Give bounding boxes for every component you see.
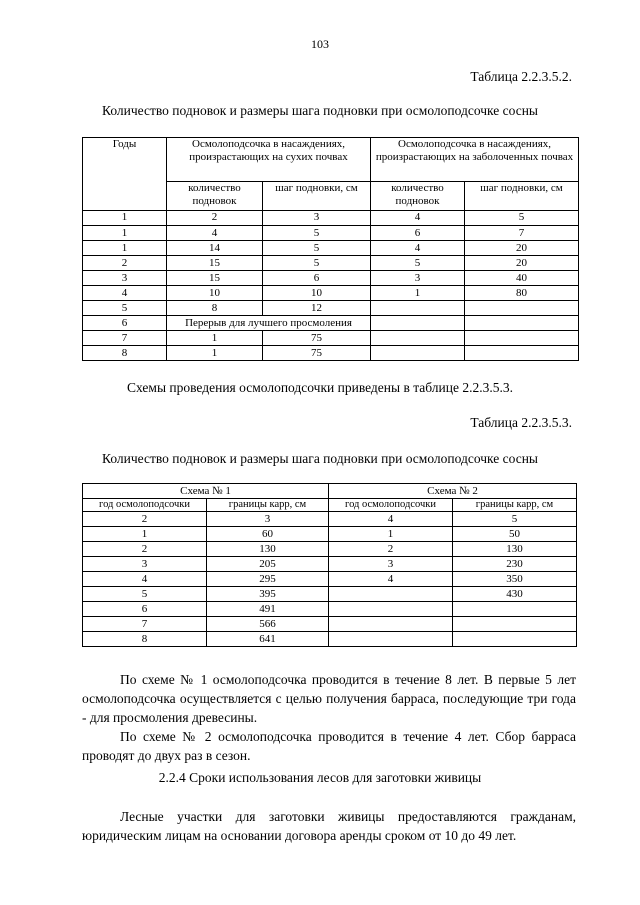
table-tapping-dry-wet bbox=[82, 137, 579, 361]
table-cell: 4 bbox=[371, 241, 465, 256]
table-cell: 4 bbox=[329, 512, 453, 527]
table-cell: 4 bbox=[371, 211, 465, 226]
table-cell: 3 bbox=[83, 271, 167, 286]
table-cell bbox=[371, 301, 465, 316]
table-cell: 5 bbox=[83, 301, 167, 316]
table-cell: 230 bbox=[453, 557, 577, 572]
body-text bbox=[82, 807, 576, 845]
table-cell: 8 bbox=[83, 632, 207, 647]
header-step: шаг подновки, см bbox=[263, 182, 371, 211]
table-cell: 10 bbox=[167, 286, 263, 301]
table-cell: 4 bbox=[83, 286, 167, 301]
table-row bbox=[83, 602, 577, 617]
table-cell: 1 bbox=[167, 346, 263, 361]
table-label: Таблица 2.2.3.5.2. bbox=[470, 69, 572, 84]
table-title: Количество подновок и размеры шага подновки при осмолоподсочке сосны bbox=[102, 451, 538, 466]
table-row bbox=[83, 617, 577, 632]
table-row bbox=[83, 632, 577, 647]
table-cell bbox=[329, 602, 453, 617]
table-row bbox=[83, 241, 579, 256]
table-cell: 5 bbox=[453, 512, 577, 527]
table-cell: 1 bbox=[83, 226, 167, 241]
table-row bbox=[83, 557, 577, 572]
table-cell bbox=[453, 617, 577, 632]
table-cell: 295 bbox=[207, 572, 329, 587]
table-cell: 40 bbox=[465, 271, 579, 286]
table-cell: 2 bbox=[329, 542, 453, 557]
page-number: 103 bbox=[311, 37, 329, 51]
table-cell: 430 bbox=[453, 587, 577, 602]
table-cell: 80 bbox=[465, 286, 579, 301]
break-note: Перерыв для лучшего просмоления bbox=[167, 316, 371, 331]
section-heading: 2.2.4 Сроки использования лесов для заготовки живицы bbox=[158, 770, 482, 785]
header-year: год осмолоподсочки bbox=[329, 499, 453, 512]
table-row bbox=[83, 271, 579, 286]
table-cell: 1 bbox=[83, 211, 167, 226]
table-cell: 75 bbox=[263, 346, 371, 361]
table-row bbox=[83, 346, 579, 361]
table-cell: 5 bbox=[263, 226, 371, 241]
table-tapping-schemes bbox=[82, 483, 577, 647]
header-year: год осмолоподсочки bbox=[83, 499, 207, 512]
table-row bbox=[83, 527, 577, 542]
table-cell: 4 bbox=[83, 572, 207, 587]
header-bound: границы карр, см bbox=[207, 499, 329, 512]
table-cell bbox=[329, 587, 453, 602]
table-cell: 20 bbox=[465, 241, 579, 256]
paragraph-lease: Лесные участки для заготовки живицы предоставляются гражданам, юридическим лицам на основании договора аренды сроком от 10 до 49 лет. bbox=[82, 809, 576, 843]
table-cell: 4 bbox=[329, 572, 453, 587]
table-cell: 395 bbox=[207, 587, 329, 602]
table-row-break bbox=[83, 316, 579, 331]
table-cell: 6 bbox=[83, 602, 207, 617]
table-cell: 130 bbox=[207, 542, 329, 557]
table-row bbox=[83, 587, 577, 602]
table-row bbox=[83, 331, 579, 346]
table-cell: 6 bbox=[371, 226, 465, 241]
table-cell: 10 bbox=[263, 286, 371, 301]
table-cell: 5 bbox=[465, 211, 579, 226]
table-cell: 6 bbox=[83, 316, 167, 331]
table-cell: 1 bbox=[371, 286, 465, 301]
header-scheme-1: Схема № 1 bbox=[83, 484, 329, 499]
table-row bbox=[83, 226, 579, 241]
table-row bbox=[83, 301, 579, 316]
header-count: количество подновок bbox=[167, 182, 263, 211]
table-cell: 3 bbox=[371, 271, 465, 286]
table-row bbox=[83, 542, 577, 557]
table-cell bbox=[465, 316, 579, 331]
table-cell: 350 bbox=[453, 572, 577, 587]
header-count: количество подновок bbox=[371, 182, 465, 211]
table-cell bbox=[465, 301, 579, 316]
table-cell: 5 bbox=[263, 241, 371, 256]
header-years: Годы bbox=[83, 138, 167, 211]
table-cell bbox=[465, 346, 579, 361]
table-row bbox=[83, 256, 579, 271]
table-cell: 15 bbox=[167, 271, 263, 286]
table-cell: 8 bbox=[83, 346, 167, 361]
table-cell: 1 bbox=[83, 527, 207, 542]
table-cell bbox=[453, 602, 577, 617]
body-text bbox=[82, 670, 576, 765]
paragraph-scheme-2: По схеме № 2 осмолоподсочка проводится в течение 4 лет. Сбор барраса проводят до двух раз в сезон. bbox=[82, 729, 576, 763]
table-cell: 12 bbox=[263, 301, 371, 316]
table-cell: 7 bbox=[83, 617, 207, 632]
table-cell: 5 bbox=[263, 256, 371, 271]
table-cell bbox=[329, 617, 453, 632]
table-cell: 641 bbox=[207, 632, 329, 647]
header-step: шаг подновки, см bbox=[465, 182, 579, 211]
table-row bbox=[83, 211, 579, 226]
table-cell bbox=[371, 346, 465, 361]
table-cell: 566 bbox=[207, 617, 329, 632]
table-cell: 2 bbox=[83, 256, 167, 271]
table-cell: 205 bbox=[207, 557, 329, 572]
header-dry-soils: Осмолоподсочка в насаждениях, произрастающих на сухих почвах bbox=[167, 138, 371, 182]
table-cell: 75 bbox=[263, 331, 371, 346]
table-title: Количество подновок и размеры шага подновки при осмолоподсочке сосны bbox=[102, 103, 538, 118]
table-cell: 3 bbox=[329, 557, 453, 572]
header-bound: границы карр, см bbox=[453, 499, 577, 512]
table-cell bbox=[453, 632, 577, 647]
table-cell: 7 bbox=[465, 226, 579, 241]
table-cell: 491 bbox=[207, 602, 329, 617]
table-cell: 60 bbox=[207, 527, 329, 542]
table-cell: 5 bbox=[371, 256, 465, 271]
table-cell: 2 bbox=[83, 512, 207, 527]
table-cell: 1 bbox=[167, 331, 263, 346]
table-cell: 20 bbox=[465, 256, 579, 271]
table-cell: 1 bbox=[83, 241, 167, 256]
table-label: Таблица 2.2.3.5.3. bbox=[470, 415, 572, 430]
table-row bbox=[83, 572, 577, 587]
header-wet-soils: Осмолоподсочка в насаждениях, произрастающих на заболоченных почвах bbox=[371, 138, 579, 182]
reference-text: Схемы проведения осмолоподсочки приведены в таблице 2.2.3.5.3. bbox=[127, 380, 513, 395]
table-cell: 14 bbox=[167, 241, 263, 256]
table-cell: 3 bbox=[263, 211, 371, 226]
table-cell: 3 bbox=[83, 557, 207, 572]
header-scheme-2: Схема № 2 bbox=[329, 484, 577, 499]
table-cell: 8 bbox=[167, 301, 263, 316]
table-cell bbox=[371, 331, 465, 346]
table-cell: 5 bbox=[83, 587, 207, 602]
table-cell: 6 bbox=[263, 271, 371, 286]
table-cell: 1 bbox=[329, 527, 453, 542]
paragraph-scheme-1: По схеме № 1 осмолоподсочка проводится в течение 8 лет. В первые 5 лет осмолоподсочка осуществляется с целью получения барраса, последующие три года - для просмоления древесины. bbox=[82, 672, 576, 725]
table-cell bbox=[371, 316, 465, 331]
table-cell: 15 bbox=[167, 256, 263, 271]
table-cell: 50 bbox=[453, 527, 577, 542]
table-cell: 2 bbox=[83, 542, 207, 557]
table-cell bbox=[329, 632, 453, 647]
table-cell: 130 bbox=[453, 542, 577, 557]
table-row bbox=[83, 286, 579, 301]
table-cell: 4 bbox=[167, 226, 263, 241]
table-cell: 2 bbox=[167, 211, 263, 226]
table-cell bbox=[465, 331, 579, 346]
table-cell: 7 bbox=[83, 331, 167, 346]
table-cell: 3 bbox=[207, 512, 329, 527]
table-row bbox=[83, 512, 577, 527]
